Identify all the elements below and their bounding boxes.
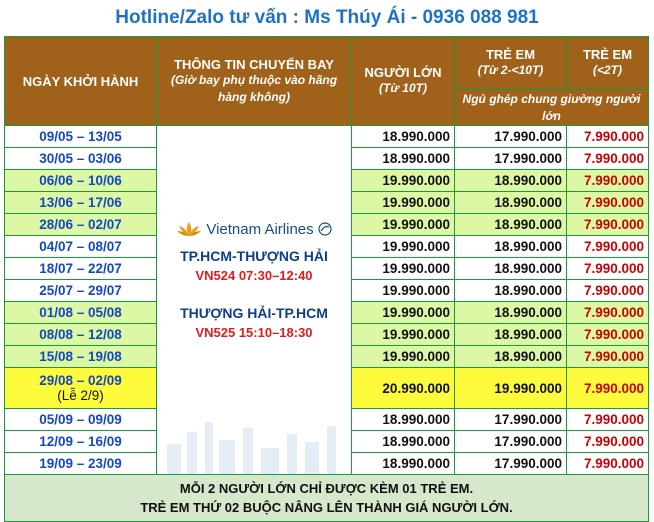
price-adult: 18.990.000	[352, 409, 455, 431]
price-child: 19.990.000	[455, 368, 567, 409]
holiday-note: (Lễ 2/9)	[57, 388, 104, 403]
price-adult: 19.990.000	[352, 280, 455, 302]
price-child: 17.990.000	[455, 126, 567, 148]
table-row	[5, 126, 649, 148]
price-child: 18.990.000	[455, 170, 567, 192]
price-adult: 18.990.000	[352, 453, 455, 475]
price-infant: 7.990.000	[567, 126, 649, 148]
price-infant: 7.990.000	[567, 453, 649, 475]
price-child: 17.990.000	[455, 409, 567, 431]
policy-note-line1: MỖI 2 NGƯỜI LỚN CHỈ ĐƯỢC KÈM 01 TRẺ EM.	[179, 481, 474, 496]
price-infant: 7.990.000	[567, 324, 649, 346]
price-adult: 18.990.000	[352, 431, 455, 453]
skyteam-icon	[318, 222, 332, 236]
departure-date: 29/08 – 02/09 (Lễ 2/9)	[5, 368, 157, 409]
policy-note-line2: TRẺ EM THỨ 02 BUỘC NÂNG LÊN THÀNH GIÁ NGƯỜI LỚN.	[140, 500, 513, 515]
header-child: TRẺ EM (Từ 2-<10T)	[455, 37, 567, 90]
price-child: 18.990.000	[455, 324, 567, 346]
price-adult: 19.990.000	[352, 170, 455, 192]
header-flight-info: THÔNG TIN CHUYẾN BAY (Giờ bay phụ thuộc vào hãng hàng không)	[157, 37, 352, 126]
departure-date: 19/09 – 23/09	[5, 453, 157, 475]
price-adult: 19.990.000	[352, 214, 455, 236]
price-adult: 19.990.000	[352, 236, 455, 258]
departure-date: 01/08 – 05/08	[5, 302, 157, 324]
price-child: 17.990.000	[455, 148, 567, 170]
airline-logo	[157, 220, 351, 238]
departure-date: 18/07 – 22/07	[5, 258, 157, 280]
flight-info-cell	[157, 126, 352, 475]
hotline-title: Hotline/Zalo tư vấn : Ms Thúy Ái - 0936 088 981	[115, 7, 539, 28]
departure-date: 09/05 – 13/05	[5, 126, 157, 148]
price-adult: 18.990.000	[352, 148, 455, 170]
price-infant: 7.990.000	[567, 170, 649, 192]
price-infant: 7.990.000	[567, 302, 649, 324]
price-infant: 7.990.000	[567, 346, 649, 368]
policy-note	[5, 475, 649, 522]
price-child: 18.990.000	[455, 214, 567, 236]
price-infant: 7.990.000	[567, 258, 649, 280]
price-infant: 7.990.000	[567, 368, 649, 409]
lotus-icon	[176, 220, 202, 238]
departure-date: 15/08 – 19/08	[5, 346, 157, 368]
price-child: 18.990.000	[455, 302, 567, 324]
price-child: 17.990.000	[455, 431, 567, 453]
price-infant: 7.990.000	[567, 409, 649, 431]
price-infant: 7.990.000	[567, 236, 649, 258]
header-adult: NGƯỜI LỚN (Từ 10T)	[352, 37, 455, 126]
price-adult: 19.990.000	[352, 346, 455, 368]
price-adult: 19.990.000	[352, 324, 455, 346]
price-adult: 19.990.000	[352, 302, 455, 324]
price-infant: 7.990.000	[567, 148, 649, 170]
departure-date: 12/09 – 16/09	[5, 431, 157, 453]
price-infant: 7.990.000	[567, 192, 649, 214]
departure-date: 13/06 – 17/06	[5, 192, 157, 214]
departure-date: 04/07 – 08/07	[5, 236, 157, 258]
header-infant: TRẺ EM (<2T)	[567, 37, 649, 90]
route-return: THƯỢNG HẢI-TP.HCM	[180, 305, 328, 321]
header-date: NGÀY KHỞI HÀNH	[5, 37, 157, 126]
flight-outbound: VN524 07:30–12:40	[195, 268, 313, 283]
header-child-note: Ngủ ghép chung giường người lớn	[455, 90, 649, 126]
price-child: 18.990.000	[455, 236, 567, 258]
price-child: 18.990.000	[455, 346, 567, 368]
route-outbound: TP.HCM-THƯỢNG HẢI	[180, 248, 328, 264]
price-infant: 7.990.000	[567, 431, 649, 453]
departure-date: 28/06 – 02/07	[5, 214, 157, 236]
city-skyline-watermark	[157, 414, 352, 474]
departure-date: 05/09 – 09/09	[5, 409, 157, 431]
price-adult: 19.990.000	[352, 192, 455, 214]
price-adult: 20.990.000	[352, 368, 455, 409]
price-infant: 7.990.000	[567, 214, 649, 236]
flight-return: VN525 15:10–18:30	[195, 325, 313, 340]
departure-date: 30/05 – 03/06	[5, 148, 157, 170]
price-child: 18.990.000	[455, 280, 567, 302]
price-child: 18.990.000	[455, 192, 567, 214]
airline-name: Vietnam Airlines	[206, 220, 314, 238]
price-table	[4, 36, 649, 522]
departure-date: 06/06 – 10/06	[5, 170, 157, 192]
price-adult: 18.990.000	[352, 126, 455, 148]
price-adult: 19.990.000	[352, 258, 455, 280]
departure-date: 25/07 – 29/07	[5, 280, 157, 302]
price-child: 17.990.000	[455, 453, 567, 475]
price-child: 18.990.000	[455, 258, 567, 280]
price-infant: 7.990.000	[567, 280, 649, 302]
departure-date: 08/08 – 12/08	[5, 324, 157, 346]
